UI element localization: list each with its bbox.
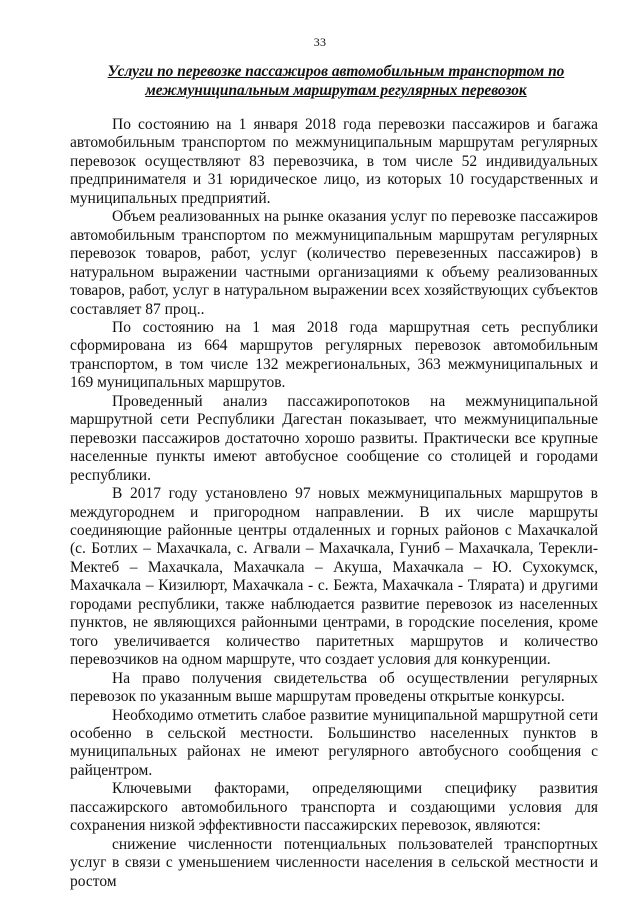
paragraph: По состоянию на 1 мая 2018 года маршрутная сеть республики сформирована из 664 маршрутов регулярных перевозок автомобильным транспортом, в том числе 132 межрегиональных, 363 межмуниципальных и 169 муниципальных маршрутов. bbox=[70, 318, 598, 392]
heading-line-2: межмуниципальным маршрутам регулярных перевозок bbox=[145, 82, 527, 99]
section-heading bbox=[92, 62, 580, 100]
paragraph: В 2017 году установлено 97 новых межмуниципальных маршрутов в междугороднем и пригородном направлении. В их числе маршруты соединяющие районные центры отдаленных и горных районов с Махачкалой (с. Ботлих – Махачкала, с. Агвали – Махачкала, Гуниб – Махачкала, Терекли-Мектеб – Махачкала, Махачкала – Акуша, Махачкала – Ю. Сухокумск, Махачкала – Кизилюрт, Махачкала - с. Бежта, Махачкала - Тлярата) и другими городами республики, также наблюдается развитие перевозок из населенных пунктов, не являющихся районными центрами, в городские поселения, кроме того увеличивается количество паритетных маршрутов и количество перевозчиков на одном маршруте, что создает условия для конкуренции. bbox=[70, 485, 598, 669]
heading-line-1: Услуги по перевозке пассажиров автомобильным транспортом по bbox=[107, 63, 565, 80]
paragraph: снижение численности потенциальных пользователей транспортных услуг в связи с уменьшением численности населения в сельской местности и ростом bbox=[70, 835, 598, 890]
body-text bbox=[70, 116, 598, 891]
paragraph: Объем реализованных на рынке оказания услуг по перевозке пассажиров автомобильным транспортом по межмуниципальным маршрутам регулярных перевозок товаров, работ, услуг (количество перевезенных пассажиров) в натуральном выражении частными организациями к объему реализованных товаров, работ, услуг в натуральном выражении всех хозяйствующих субъектов составляет 87 проц.. bbox=[70, 208, 598, 318]
page-number: 33 bbox=[313, 35, 327, 49]
paragraph: По состоянию на 1 января 2018 года перевозки пассажиров и багажа автомобильным транспортом по межмуниципальным маршрутам регулярных перевозок осуществляют 83 перевозчика, в том числе 52 индивидуальных предпринимателя и 31 юридическое лицо, из которых 10 государственных и муниципальных предприятий. bbox=[70, 116, 598, 207]
paragraph: Ключевыми факторами, определяющими специфику развития пассажирского автомобильного транспорта и создающими условия для сохранения низкой эффективности пассажирских перевозок, являются: bbox=[70, 780, 598, 835]
paragraph: Проведенный анализ пассажиропотоков на межмуниципальной маршрутной сети Республики Дагестан показывает, что межмуниципальные перевозки пассажиров достаточно хорошо развиты. Практически все крупные населенные пункты имеют автобусное сообщение со столицей и городами республики. bbox=[70, 392, 598, 484]
paragraph: Необходимо отметить слабое развитие муниципальной маршрутной сети особенно в сельской местности. Большинство населенных пунктов в муниципальных районах не имеют регулярного автобусного сообщения с райцентром. bbox=[70, 706, 598, 779]
paragraph: На право получения свидетельства об осуществлении регулярных перевозок по указанным выше маршрутам проведены открытые конкурсы. bbox=[70, 669, 598, 706]
